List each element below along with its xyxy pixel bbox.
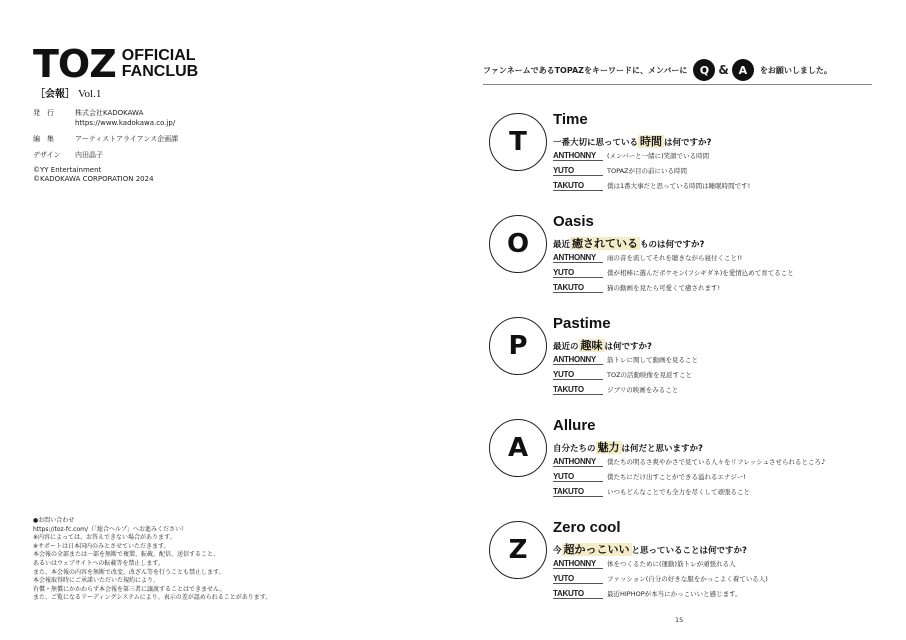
member-name: TAKUTO	[553, 487, 603, 497]
a-circle: A	[732, 59, 754, 81]
member-name: ANTHONNY	[553, 559, 603, 569]
answer-row	[553, 574, 768, 584]
member-name: TAKUTO	[553, 283, 603, 293]
credit-value: https://www.kadokawa.co.jp/	[75, 119, 176, 127]
answer-row	[553, 151, 709, 161]
section-oasis	[489, 213, 906, 308]
credit-value: 内田晶子	[75, 151, 103, 159]
copyright-line: ©KADOKAWA CORPORATION 2024	[33, 175, 154, 183]
member-name: YUTO	[553, 166, 603, 176]
member-name: TAKUTO	[553, 385, 603, 395]
question-text: 一番大切に思っている	[553, 138, 639, 148]
logo-sub	[122, 48, 198, 80]
answer-row	[553, 457, 825, 467]
question-highlight: 時間	[640, 135, 663, 148]
member-name: ANTHONNY	[553, 151, 603, 161]
credit-value: アーティストアライアンス企画課	[75, 135, 179, 143]
answer-row	[553, 472, 746, 482]
intro-text: ファンネームであるTOPAZをキーワードに、メンバーに	[483, 65, 688, 75]
note-line: また、本会報の内容を無断で改変、改ざん等を行うことも禁止します。	[33, 568, 225, 576]
volume-label	[35, 85, 101, 100]
q-circle: Q	[693, 59, 715, 81]
member-name: ANTHONNY	[553, 457, 603, 467]
note-line: ※サポートは日本国内のみとさせていただきます。	[33, 542, 170, 550]
section-question	[553, 133, 711, 149]
answer-text: TOPAZが目の前にいる時間	[607, 167, 687, 175]
question-text: と思っていることは何ですか?	[631, 546, 747, 556]
section-title: Time	[553, 111, 588, 128]
intro-text-after: をお願いしました。	[759, 65, 832, 75]
answer-text: 最近HIPHOPが本当にかっこいいと感じます。	[607, 590, 742, 598]
answer-text: (メンバーと一緒に)笑顔でいる時間	[607, 152, 710, 160]
note-line: ●お問い合わせ	[33, 517, 75, 524]
section-time	[489, 111, 906, 206]
letter-circle: Z	[489, 521, 547, 579]
section-question	[553, 439, 703, 455]
note-line: 本会報の全部または一部を無断で複製、転載、配信、送信すること、	[33, 551, 220, 559]
member-name: YUTO	[553, 472, 603, 482]
credit-label: 発 行	[33, 109, 54, 117]
member-name: TAKUTO	[553, 181, 603, 191]
question-text: 今	[553, 546, 562, 556]
question-text: は何ですか?	[604, 342, 652, 352]
vol-label: ［会報］	[35, 89, 75, 100]
question-highlight: 癒されている	[572, 237, 639, 250]
section-title: Oasis	[553, 213, 594, 230]
ampersand: &	[718, 63, 729, 77]
section-question	[553, 337, 652, 353]
question-text: は何だと思いますか?	[621, 444, 703, 454]
answer-text: 僕が相棒に選んだポケモン(フシギダネ)を愛情込めて育てること	[607, 269, 794, 277]
question-text: は何ですか?	[664, 138, 712, 148]
letter-circle: O	[489, 215, 547, 273]
answer-text: 猫の動画を見たら可愛くて癒されます!	[607, 284, 721, 292]
note-line: あるいはウェブサイトへの転載等を禁止します。	[33, 559, 164, 567]
toz-fanclub-logo	[33, 42, 199, 86]
answer-text: 体をつくるために(運動)筋トレが頑張れる人	[607, 560, 736, 568]
question-text: 最近	[553, 240, 571, 250]
section-question	[553, 541, 747, 557]
copyright-line: ©YY Entertainment	[33, 166, 102, 174]
letter-circle: T	[489, 113, 547, 171]
answer-row	[553, 268, 794, 278]
section-pastime	[489, 315, 906, 410]
intro-line	[483, 59, 832, 81]
answer-text: 僕たちにだけ出すことができる溢れるエナジー!	[607, 473, 746, 481]
member-name: ANTHONNY	[553, 253, 603, 263]
logo-sub-fanclub: FANCLUB	[121, 63, 199, 80]
question-text: ものは何ですか?	[640, 240, 705, 250]
member-name: YUTO	[553, 370, 603, 380]
credits	[33, 108, 178, 184]
credit-row	[33, 150, 178, 160]
answer-text: ジブリの映画をみること	[607, 386, 679, 394]
question-text: 最近の	[553, 342, 579, 352]
credit-row	[33, 108, 178, 128]
credit-label: 編 集	[33, 135, 54, 143]
page-number: 15	[675, 616, 684, 624]
credit-label: デザイン	[33, 151, 61, 159]
credit-row	[33, 134, 178, 144]
copyright	[33, 166, 178, 184]
answer-text: 雨の音を流してそれを聴きながら寝付くこと!!	[607, 254, 743, 262]
answer-row	[553, 355, 698, 365]
question-text: 自分たちの	[553, 444, 596, 454]
question-highlight: 超かっこいい	[563, 543, 630, 556]
note-line: また、ご覧になるリーディングシステムにより、表示の差が認められることがあります。	[33, 594, 272, 602]
answer-text: 僕は1番大事だと思っている時間は睡眠時間です!	[607, 182, 751, 190]
answer-text: いつもどんなことでも全力を尽くして頑張ること	[607, 488, 750, 496]
divider	[483, 84, 872, 85]
note-line: 本会報取得時にご承諾いただいた規約により、	[33, 577, 160, 585]
answer-text: 僕たちの明るさ爽やかさで見ている人々をリフレッシュさせられるところ♪	[607, 458, 826, 466]
answer-row	[553, 589, 742, 599]
section-title: Pastime	[553, 315, 611, 332]
member-name: YUTO	[553, 574, 603, 584]
vol-number: Vol.1	[78, 88, 102, 100]
answer-row	[553, 370, 692, 380]
answer-row	[553, 166, 687, 176]
logo-main: TOZ	[33, 42, 116, 86]
letter-circle: P	[489, 317, 547, 375]
question-highlight: 魅力	[597, 441, 620, 454]
note-line: https://toz-fc.com/（「総合ヘルプ」へお進みください）	[33, 525, 187, 533]
note-line: 有償・無償にかかわらず本会報を第三者に譲渡することはできません。	[33, 585, 226, 593]
answer-text: TOZの活動映像を見返すこと	[607, 371, 693, 379]
note-line: ※内容によっては、お答えできない場合があります。	[33, 534, 176, 542]
member-name: TAKUTO	[553, 589, 603, 599]
member-name: ANTHONNY	[553, 355, 603, 365]
answer-text: 筋トレに関して動画を見ること	[607, 356, 698, 364]
answer-text: ファッション(自分の好きな服をかっこよく着ている人)	[607, 575, 768, 583]
section-question	[553, 235, 704, 251]
answer-row	[553, 253, 742, 263]
answer-row	[553, 487, 750, 497]
section-title: Allure	[553, 417, 596, 434]
section-title: Zero cool	[553, 519, 621, 536]
answer-row	[553, 385, 678, 395]
logo-sub-official: OFFICIAL	[121, 47, 196, 64]
member-name: YUTO	[553, 268, 603, 278]
letter-circle: A	[489, 419, 547, 477]
section-zero-cool	[489, 519, 906, 614]
question-highlight: 趣味	[580, 339, 603, 352]
section-allure	[489, 417, 906, 512]
notes	[33, 517, 271, 603]
answer-row	[553, 283, 720, 293]
credit-value: 株式会社KADOKAWA	[75, 109, 144, 117]
answer-row	[553, 181, 750, 191]
answer-row	[553, 559, 736, 569]
right-page	[453, 0, 906, 640]
